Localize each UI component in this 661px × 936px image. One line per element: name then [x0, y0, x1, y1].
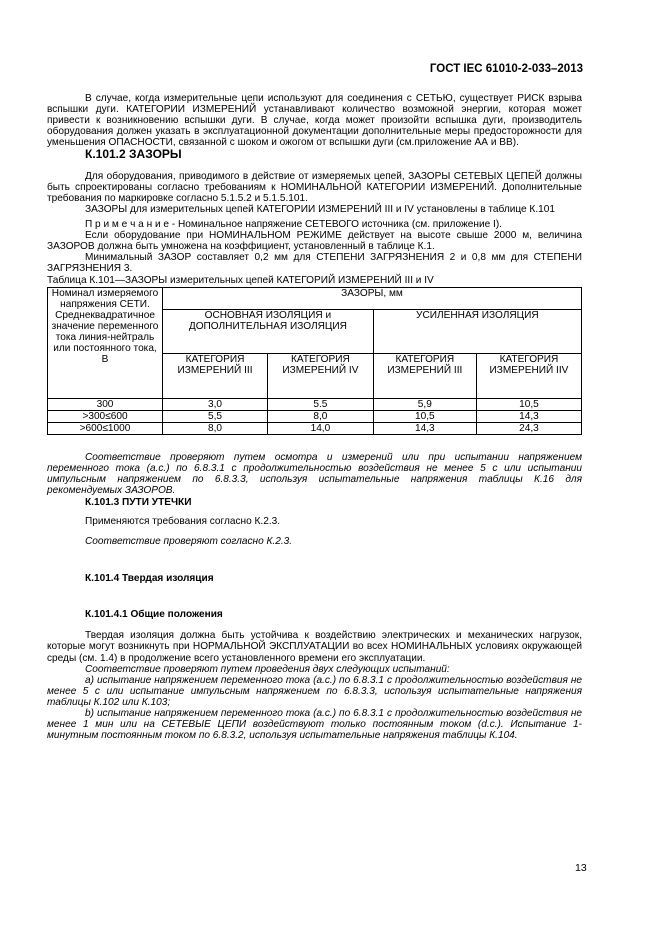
section-heading-k1014: К.101.4 Твердая изоляция: [85, 573, 214, 585]
category-header: КАТЕГОРИЯ ИЗМЕРЕНИЙ IV: [268, 354, 374, 398]
note: П р и м е ч а н и е - Номинальное напряжение СЕТЕВОГО источника (см. приложение I).: [85, 218, 502, 230]
table-cell: 3,0: [163, 398, 268, 410]
reinforced-insulation-header: УСИЛЕННАЯ ИЗОЛЯЦИЯ: [373, 310, 581, 354]
paragraph: Если оборудование при НОМИНАЛЬНОМ РЕЖИМЕ действует на высоте свыше 2000 м, величина ЗАЗОРОВ должна быть умножена на коэффициент, установленный в таблице К.1.: [47, 230, 582, 253]
compliance-text: Соответствие проверяют согласно К.2.3.: [85, 536, 293, 548]
table-cell: 5.5: [268, 398, 374, 410]
table-cell: 10,5: [476, 398, 581, 410]
paragraph: Для оборудования, приводимого в действие от измеряемых цепей, ЗАЗОРЫ СЕТЕВЫХ ЦЕПЕЙ должны быть спроектированы согласно требованиям к НОМИНАЛЬНОЙ КАТЕГОРИИ ИЗМЕРЕНИЙ. Дополнительные требования по маркировке согласно 5.1.5.2 и 5.1.5.101.: [47, 170, 582, 204]
table-cell: 5,5: [163, 410, 268, 422]
compliance-text: Соответствие проверяют путем проведения двух следующих испытаний:: [85, 663, 450, 675]
category-header: КАТЕГОРИЯ ИЗМЕРЕНИЙ IIV: [476, 354, 581, 398]
page-content: [47, 93, 582, 741]
table-row: [48, 410, 582, 422]
table-cell: >300≤600: [48, 410, 163, 422]
page-number: 13: [575, 862, 587, 874]
voltage-header-cell: Номинал измеряемого напряжения СЕТИ. Среднеквадратичное значение переменного тока линия-нейтраль или постоянного тока, В: [48, 287, 163, 398]
test-item-a: а) испытание напряжением переменного тока (а.с.) по 6.8.3.1 с продолжительностью воздействия не менее 5 с или испытание импульсным напряжением по 6.8.3.3, используя испытательные напряжения таблицы К.102 или К.103;: [47, 674, 582, 708]
table-cell: 24,3: [476, 422, 581, 434]
paragraph: Применяются требования согласно К.2.3.: [85, 515, 281, 527]
clearance-table: [47, 287, 582, 435]
paragraph: Минимальный ЗАЗОР составляет 0,2 мм для СТЕПЕНИ ЗАГРЯЗНЕНИЯ 2 и 0,8 мм для СТЕПЕНИ ЗАГРЯЗНЕНИЯ 3.: [47, 252, 582, 275]
category-header: КАТЕГОРИЯ ИЗМЕРЕНИЙ III: [373, 354, 476, 398]
basic-insulation-header: ОСНОВНАЯ ИЗОЛЯЦИЯ и ДОПОЛНИТЕЛЬНАЯ ИЗОЛЯЦИЯ: [163, 310, 374, 354]
table-cell: 14,3: [373, 422, 476, 434]
table-cell: 8,0: [268, 410, 374, 422]
table-cell: 14,0: [268, 422, 374, 434]
table-cell: 10,5: [373, 410, 476, 422]
table-cell: >600≤1000: [48, 422, 163, 434]
clearance-group-header: ЗАЗОРЫ, мм: [163, 287, 582, 310]
table-cell: 5,9: [373, 398, 476, 410]
section-heading-k1012: К.101.2 ЗАЗОРЫ: [85, 147, 182, 162]
section-heading-k1013: К.101.3 ПУТИ УТЕЧКИ: [85, 496, 192, 508]
table-cell: 14,3: [476, 410, 581, 422]
paragraph: ЗАЗОРЫ для измерительных цепей КАТЕГОРИИ ИЗМЕРЕНИЙ III и IV установлены в таблице К.101: [85, 203, 555, 215]
table-cell: 300: [48, 398, 163, 410]
table-caption: Таблица К.101—ЗАЗОРЫ измерительных цепей КАТЕГОРИЙ ИЗМЕРЕНИЙ III и IV: [47, 275, 434, 287]
table-cell: 8,0: [163, 422, 268, 434]
table-row: [48, 398, 582, 410]
table-row: [48, 422, 582, 434]
category-header: КАТЕГОРИЯ ИЗМЕРЕНИЙ III: [163, 354, 268, 398]
compliance-text: Соответствие проверяют путем осмотра и измерений или при испытании напряжением переменного тока (а.с.) по 6.8.3.1 с продолжительностью воздействия не менее 5 с или испытании импульсным напряжением по 6.8.3.3, используя испытательные напряжения таблицы К.16 для рекомендуемых ЗАЗОРОВ.: [47, 451, 582, 496]
paragraph: Твердая изоляция должна быть устойчива к воздействию электрических и механических нагрузок, которые могут возникнуть при НОРМАЛЬНОЙ ЭКСПЛУАТАЦИИ во всех НОМИНАЛЬНЫХ условиях окружающей среды (см. 1.4) в продолжение всего установленного времени его эксплуатации.: [47, 630, 582, 664]
section-heading-k10141: К.101.4.1 Общие положения: [85, 609, 223, 621]
standard-header: ГОСТ IEC 61010-2-033–2013: [429, 63, 583, 75]
intro-paragraph: В случае, когда измерительные цепи используют для соединения с СЕТЬЮ, существует РИСК взрыва вспышки дуги. КАТЕГОРИИ ИЗМЕРЕНИЙ устанавливают количество возможной энергии, которая может привести к возникновению вспышки дуги. В случае, когда может произойти вспышка дуги, производитель оборудования должен указать в эксплуатационной документации дополнительные меры предосторожности для уменьшения ОПАСНОСТИ, связанной с шоком и ожогом от вспышки дуги (см.приложение АА и ВВ).: [47, 93, 582, 149]
test-item-b: b) испытание напряжением переменного тока (а.с.) по 6.8.3.1 с продолжительностью воздействия не менее 1 мин или на СЕТЕВЫЕ ЦЕПИ воздействуют только постоянным током (d.c.). Испытание 1-минутным постоянным током по 6.8.3.2, используя испытательные напряжения таблицы К.104.: [47, 708, 582, 742]
